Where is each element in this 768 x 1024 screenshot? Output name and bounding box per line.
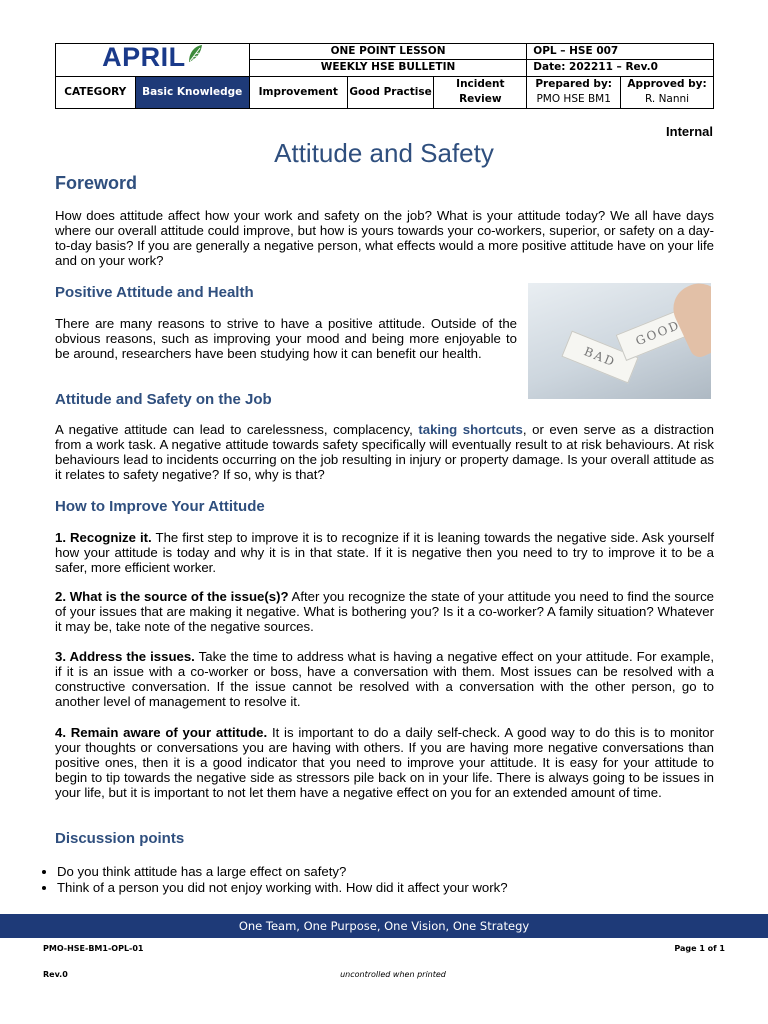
approved-by [621, 76, 714, 109]
doc-date: Date: 202211 – Rev.0 [527, 60, 714, 76]
foreword-text: How does attitude affect how your work and safety on the job? What is your attitude today? We all have days where our overall attitude could improve, but how is yours towards your co-workers, superior, or safety on a day-to-day basis? If you are generally a negative person, what effects would a more positive attitude have on your life and on your work? [55, 208, 714, 268]
logo-cell [56, 41, 250, 77]
bad-good-photo [528, 283, 711, 399]
footer-page: Page 1 of 1 [674, 944, 725, 953]
category-basic-knowledge: Basic Knowledge [135, 76, 249, 109]
taking-shortcuts-link[interactable]: taking shortcuts [418, 422, 523, 437]
page-title: Attitude and Safety [274, 138, 494, 168]
category-label: CATEGORY [56, 76, 136, 109]
positive-text: There are many reasons to strive to have a positive attitude. Outside of the obvious reasons, such as improving your mood and being more enjoyable to be around, researchers have been studying how it can benefit our health. [55, 316, 517, 361]
step-text: The first step to improve it is to recognize if it is leaning towards the negative side. Ask yourself how your attitude is today and why it is in that state. If it is negative then you need to try to improve it to be a safer, more efficient worker. [55, 530, 714, 575]
job-text [55, 422, 714, 482]
step-lead: 1. Recognize it. [55, 530, 152, 545]
discussion-list [30, 864, 737, 896]
category-incident-review-label: Incident Review [456, 78, 505, 106]
header-table [55, 43, 714, 109]
prepared-label: Prepared by: [535, 78, 612, 91]
leaf-logo-icon [187, 44, 203, 64]
lesson-title: ONE POINT LESSON [249, 44, 526, 60]
good-card: GOOD [616, 305, 701, 361]
prepared-by [527, 76, 621, 109]
improve-heading: How to Improve Your Attitude [55, 498, 265, 515]
step-text: It is important to do a daily self-check. A good way to do this is to monitor your thoughts or conversations you are having with others. If you are having more negative conversations than positive ones, then it is a good indicator that you need to improve your attitude. It is easy for your attitude to begin to tip towards the negative side as stressors pile back on in your life. There is always going to be issues in your life, but it is important to not let them have a negative effect on you for an extended amount of time. [55, 725, 714, 800]
footer-rev: Rev.0 [43, 970, 68, 979]
list-item: • Think of a person you did not enjoy working with. How did it affect your work? [57, 880, 737, 896]
slogan-band: One Team, One Purpose, One Vision, One Strategy [0, 914, 768, 938]
company-logo: APRIL [102, 41, 186, 72]
positive-heading: Positive Attitude and Health [55, 284, 254, 301]
list-item: • Do you think attitude has a large effect on safety? [57, 864, 737, 880]
step-lead: 4. Remain aware of your attitude. [55, 725, 268, 740]
step-text: Take the time to address what is having a negative effect on your attitude. For example, if it is an issue with a co-worker or boss, have a conversation with them. Most issues can be resolved with a constructive conversation. If the issue cannot be resolved with a conversation with the other person, go to another level of management to resolve it. [55, 649, 714, 709]
job-text-before: A negative attitude can lead to carelessness, complacency, [55, 422, 419, 437]
prepared-value: PMO HSE BM1 [536, 93, 611, 106]
category-incident-review [434, 76, 527, 109]
step-lead: 2. What is the source of the issue(s)? [55, 589, 289, 604]
improve-step-4 [55, 725, 714, 800]
approved-value: R. Nanni [644, 93, 690, 106]
bulletin-title: WEEKLY HSE BULLETIN [249, 60, 526, 76]
improve-step-2 [55, 589, 714, 634]
job-text-after: , or even serve as a distraction from a work task. A negative attitude towards safety specifically will eventually result to at risk behaviours. At risk behaviours lead to incidents occurring on the job resulting in injury or property damage. Is your overall attitude as it relates to safety negative? If so, why is that? [55, 422, 714, 482]
approved-label: Approved by: [627, 78, 707, 91]
classification-label: Internal [666, 124, 713, 139]
footer-note: uncontrolled when printed [340, 970, 446, 979]
improve-step-3 [55, 649, 714, 709]
step-lead: 3. Address the issues. [55, 649, 195, 664]
footer-doc-id: PMO-HSE-BM1-OPL-01 [43, 944, 144, 953]
step-text: After you recognize the state of your attitude you need to find the source of your issues that are making it negative. What is bothering you? Is it a co-worker? A family situation? Whatever it may be, take note of the negative sources. [55, 589, 714, 634]
category-good-practise: Good Practise [347, 76, 434, 109]
category-improvement: Improvement [249, 76, 347, 109]
job-heading: Attitude and Safety on the Job [55, 391, 272, 408]
bad-card: BAD [561, 331, 638, 384]
discussion-heading: Discussion points [55, 830, 185, 847]
doc-code: OPL – HSE 007 [527, 44, 714, 60]
improve-step-1 [55, 530, 714, 575]
foreword-heading: Foreword [55, 173, 138, 193]
